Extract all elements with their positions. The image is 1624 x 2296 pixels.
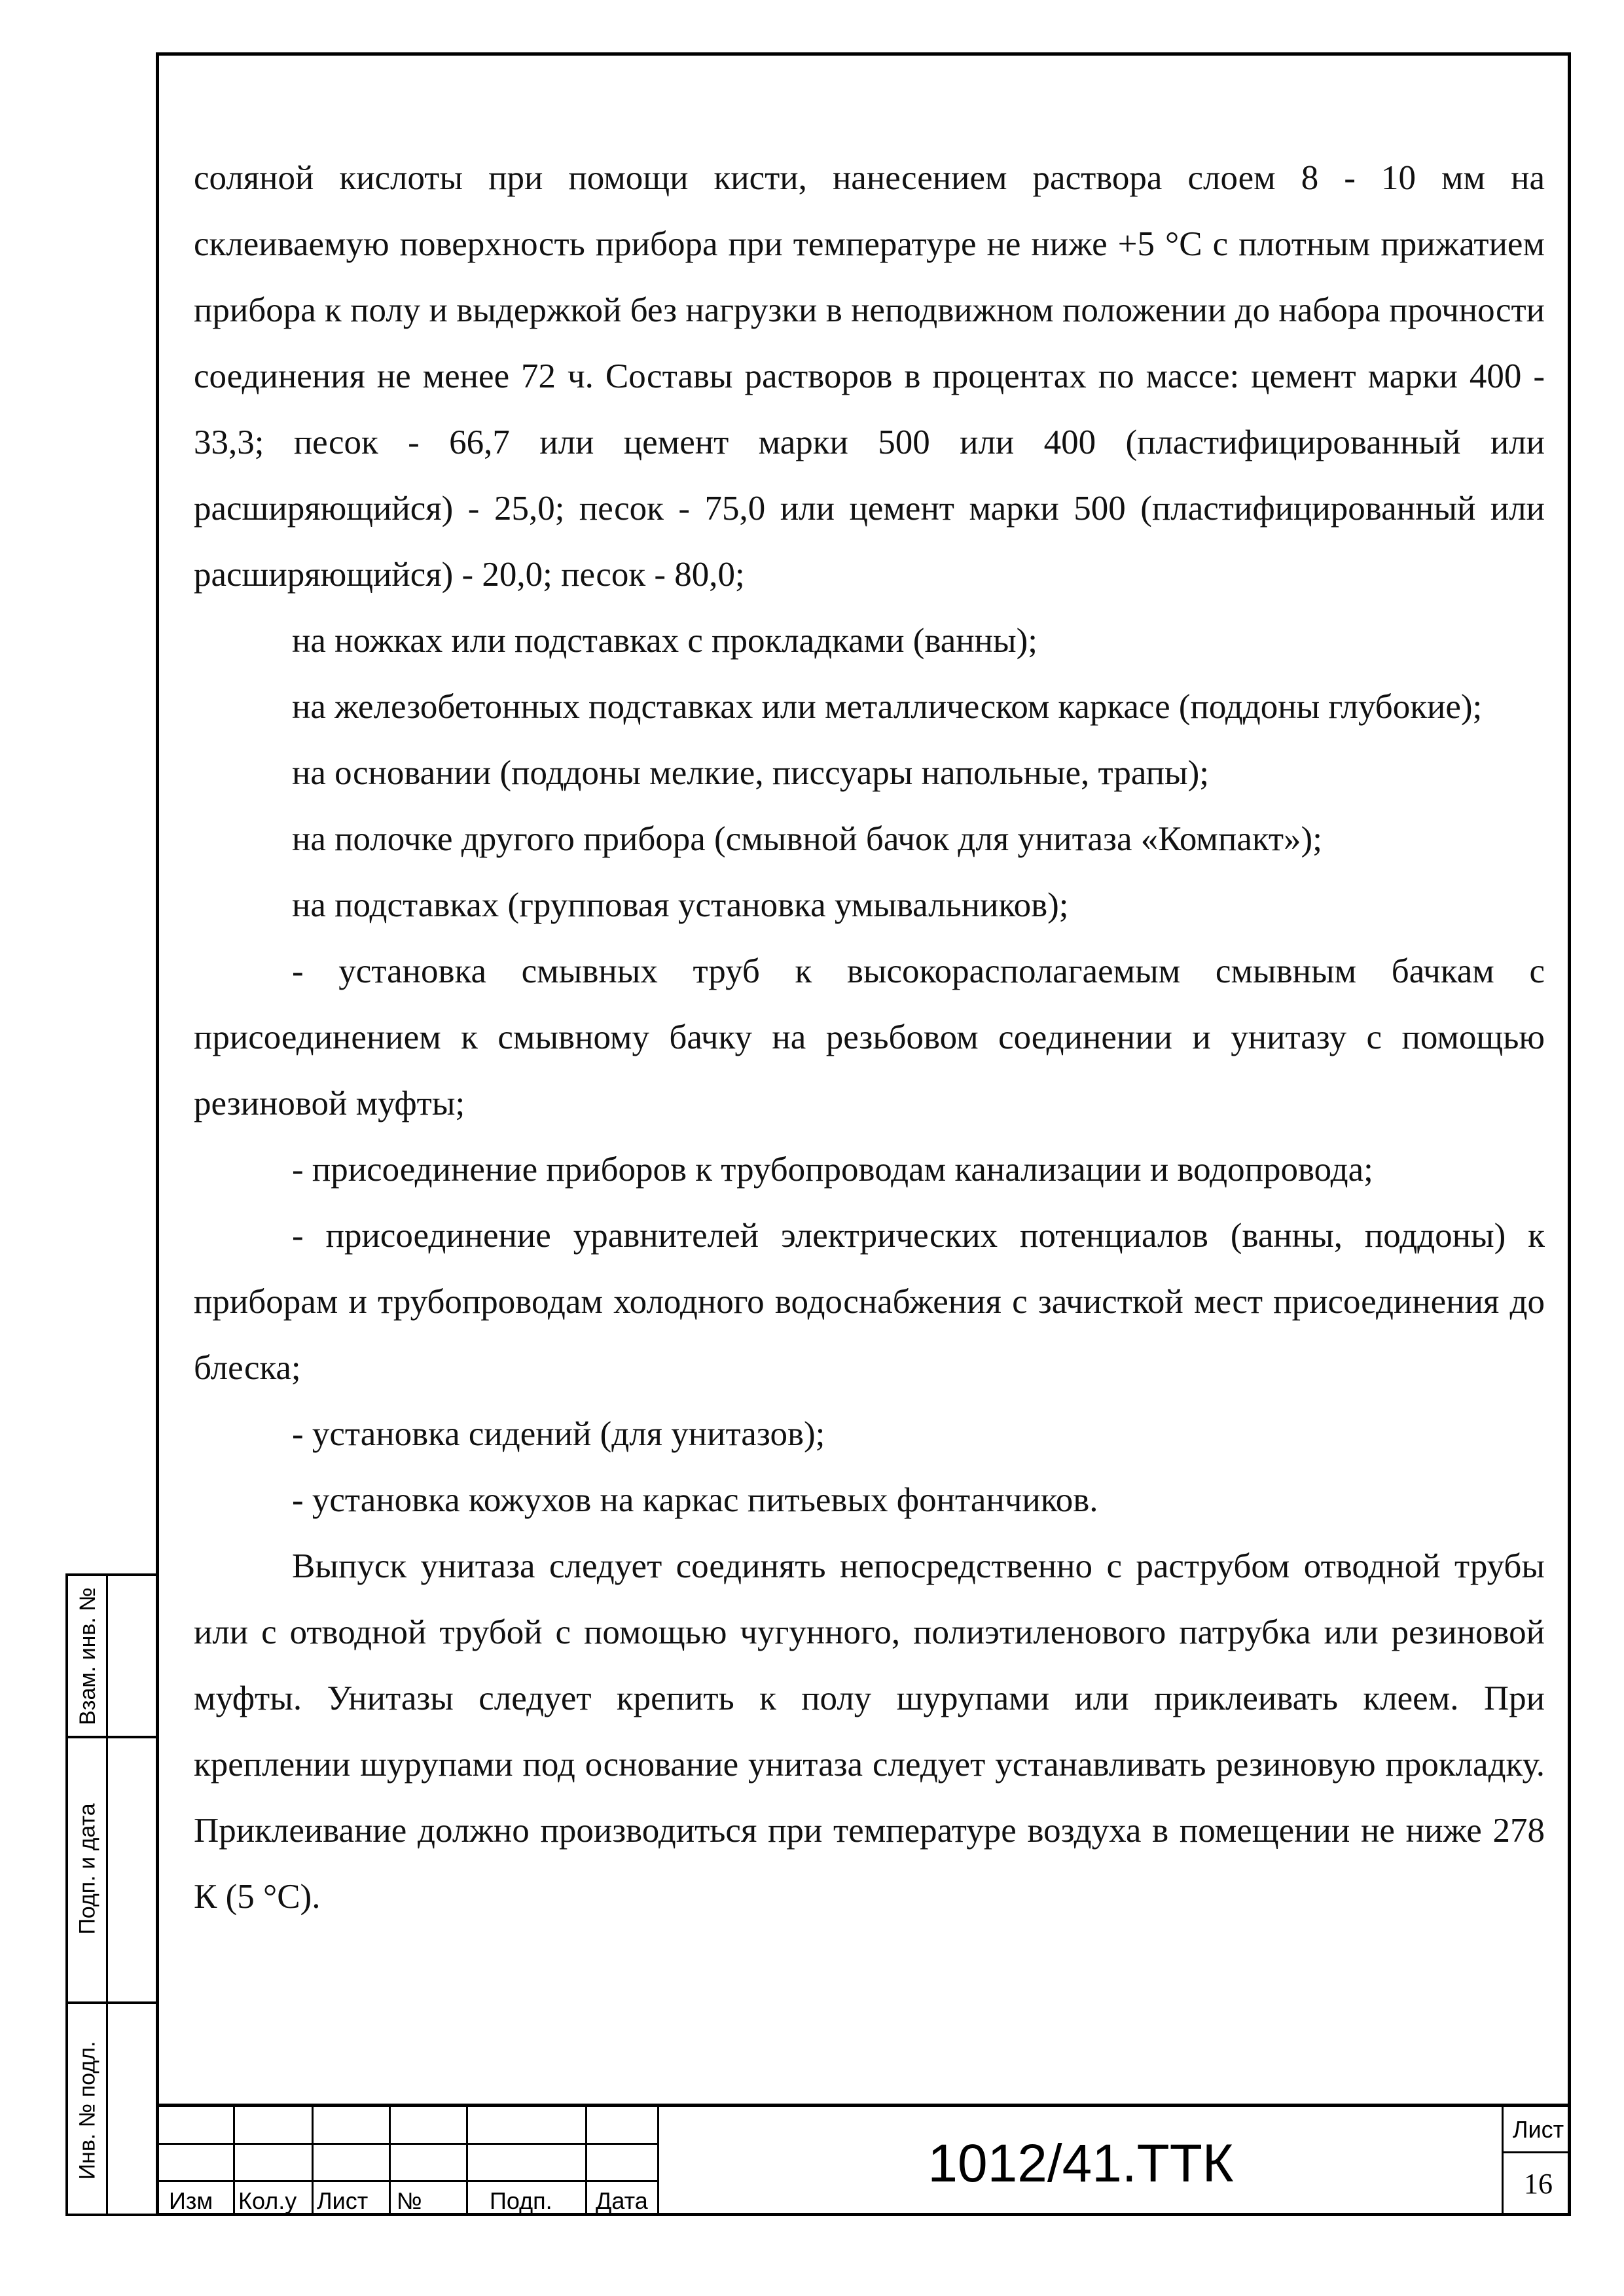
side-label-podp-data: Подп. и дата [75,1803,100,1935]
title-block-divider [657,2107,659,2216]
title-block-row-line [156,2180,659,2182]
side-column-divider [106,1576,108,2214]
sheet-number: 16 [1524,2168,1553,2200]
title-block-divider [1502,2107,1504,2216]
title-block-divider [389,2107,391,2216]
paragraph: на ножках или подставках с прокладками (ванны); [292,622,1038,660]
title-block-divider [312,2107,314,2216]
paragraph: на подставках (групповая установка умывальников); [292,886,1069,924]
title-block-divider [585,2107,587,2216]
side-label-cell [73,2001,102,2219]
paragraph: - присоединение уравнителей электрических потенциалов (ванны, поддоны) к приборам и трубопроводам холодного водоснабжения с зачисткой мест присоединения до блеска; [194,1217,1545,1387]
document-body [194,145,1545,1930]
paragraph: - установка кожухов на каркас питьевых фонтанчиков. [292,1481,1098,1519]
paragraph: - присоединение приборов к трубопроводам канализации и водопровода; [292,1151,1373,1189]
header-izm: Изм [169,2187,213,2214]
paragraph: соляной кислоты при помощи кисти, нанесением раствора слоем 8 - 10 мм на склеиваемую поверхность прибора при температуре не ниже +5 °С с плотным прижатием прибора к полу и выдержкой без нагрузки в неподвижном положении до набора прочности соединения не менее 72 ч. Составы растворов в процентах по массе: цемент марки 400 - 33,3; песок - 66,7 или цемент марки 500 или 400 (пластифицированный или расширяющийся) - 25,0; песок - 75,0 или цемент марки 500 (пластифицированный или расширяющийся) - 20,0; песок - 80,0; [194,159,1545,594]
header-list: Лист [317,2187,369,2214]
document-code: 1012/41.ТТК [928,2134,1234,2193]
header-podp: Подп. [490,2187,552,2214]
title-block-divider [466,2107,468,2216]
header-data: Дата [596,2187,648,2214]
title-block [156,2104,1571,2216]
side-label-cell [73,1576,102,1736]
sheet-label: Лист [1512,2116,1564,2143]
paragraph: - установка смывных труб к высокорасполагаемым смывным бачкам с присоединением к смывному бачку на резьбовом соединении и унитазу с помощью резиновой муфты; [194,952,1545,1122]
title-block-divider [233,2107,235,2216]
paragraph: - установка сидений (для унитазов); [292,1415,825,1453]
paragraph: Выпуск унитаза следует соединять непосредственно с раструбом отводной трубы или с отводной трубой с помощью чугунного, полиэтиленового патрубка или резиновой муфты. Унитазы следует крепить к полу шурупами или приклеивать клеем. При креплении шурупами под основание унитаза следует устанавливать резиновую прокладку. Приклеивание должно производиться при температуре воздуха в помещении не ниже 278 К (5 °С). [194,1547,1545,1916]
side-label-cell [73,1736,102,2001]
side-label-inv-podl: Инв. № подл. [75,2041,100,2179]
side-stamp-strip [65,1573,156,2216]
title-block-row-line [1502,2151,1571,2153]
header-kol-uch: Кол.у [238,2187,297,2214]
side-label-vzam: Взам. инв. № [75,1587,100,1725]
paragraph: на железобетонных подставках или металлическом каркасе (поддоны глубокие); [292,688,1483,726]
paragraph: на основании (поддоны мелкие, писсуары напольные, трапы); [292,754,1210,792]
title-block-row-line [156,2143,659,2145]
paragraph: на полочке другого прибора (смывной бачок для унитаза «Компакт»); [292,820,1322,858]
header-nomer: № [397,2187,422,2214]
